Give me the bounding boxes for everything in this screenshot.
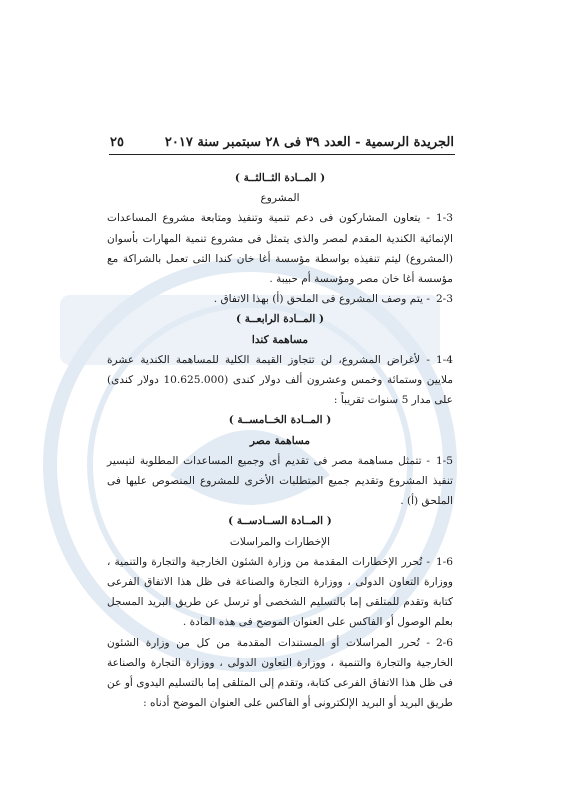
page-header	[110, 130, 454, 154]
article-4-subheading: مساهمة كندا	[251, 333, 309, 346]
article-3-heading: ( المــادة الثــالثــة )	[234, 172, 326, 184]
page-number: ٢٥	[110, 134, 124, 150]
clause-4-1: 1-4- لأغراض المشروع، لن تتجاوز القيمة الكلية للمساهمة الكندية عشرة ملايين وستمائة وخمس وعشرون ألف دولار كندى (10.625.000 دولار كندى) على مدار 5 سنوات تقريباً :	[107, 350, 453, 411]
article-3-subheading: المشروع	[260, 192, 300, 205]
article-4-heading: ( المــادة الرابعــة )	[236, 313, 324, 326]
clause-number: 1-3	[435, 212, 453, 225]
clause-number: 1-6	[435, 555, 453, 568]
article-5-heading: ( المــادة الخــامســة )	[228, 414, 332, 427]
document-body	[107, 168, 453, 713]
clause-number: 2-3	[435, 293, 453, 306]
clause-3-2: 2-3- يتم وصف المشروع فى الملحق (أ) بهذا الاتفاق .	[107, 289, 453, 309]
article-6-heading: ( المــادة الســادســة )	[228, 515, 332, 528]
clause-number: 1-5	[435, 454, 453, 467]
clause-5-1: 1-5- تتمثل مساهمة مصر فى تقديم أى وجميع المساعدات المطلوبة لتيسير تنفيذ المشروع وتقديم جميع المتطلبات الأخرى للمشروع المنصوص عليها فى الملحق (أ) .	[107, 451, 453, 512]
clause-6-2: 2-6- تُحرر المراسلات أو المستندات المقدمة من كل من وزارة الشئون الخارجية والتجارة والتنمية ، ووزارة التعاون الدولى ، ووزارة التجارة والصناعة فى ظل هذا الاتفاق الفرعى كتابة، وتقدم إلى المتلقى إما بالتسليم اليدوى أو عن طريق البريد أو البريد الإلكترونى أو الفاكس على العنوان الموضح أدناه :	[107, 633, 453, 714]
clause-number: 2-6	[435, 636, 453, 649]
running-title: الجريدة الرسمية - العدد ٣٩ فى ٢٨ سبتمبر سنة ٢٠١٧	[164, 134, 454, 150]
clause-number: 1-4	[435, 353, 453, 366]
header-rule	[109, 154, 455, 155]
article-5-subheading: مساهمة مصر	[249, 434, 311, 447]
article-6-subheading: الإخطارات والمراسلات	[229, 535, 331, 548]
clause-6-1: 1-6- تُحرر الإخطارات المقدمة من وزارة الشئون الخارجية والتجارة والتنمية ، ووزارة التعاون الدولى ، ووزارة التجارة والصناعة فى ظل هذا الاتفاق الفرعى كتابة وتقدم للمتلقى إما بالتسليم الشخصى أو ترسل عن طريق البريد المسجل بعلم الوصول أو الفاكس على العنوان الموضح فى هذه المادة .	[107, 552, 453, 633]
clause-3-1: 1-3- يتعاون المشاركون فى دعم تنمية وتنفيذ ومتابعة مشروع المساعدات الإنمائية الكندية المقدم لمصر والذى يتمثل فى مشروع تنمية المهارات بأسوان (المشروع) ليتم تنفيذه بواسطة مؤسسة أغا خان كندا التى تعمل بالشراكة مع مؤسسة أغا خان مصر ومؤسسة أم حبيبة .	[107, 208, 453, 289]
